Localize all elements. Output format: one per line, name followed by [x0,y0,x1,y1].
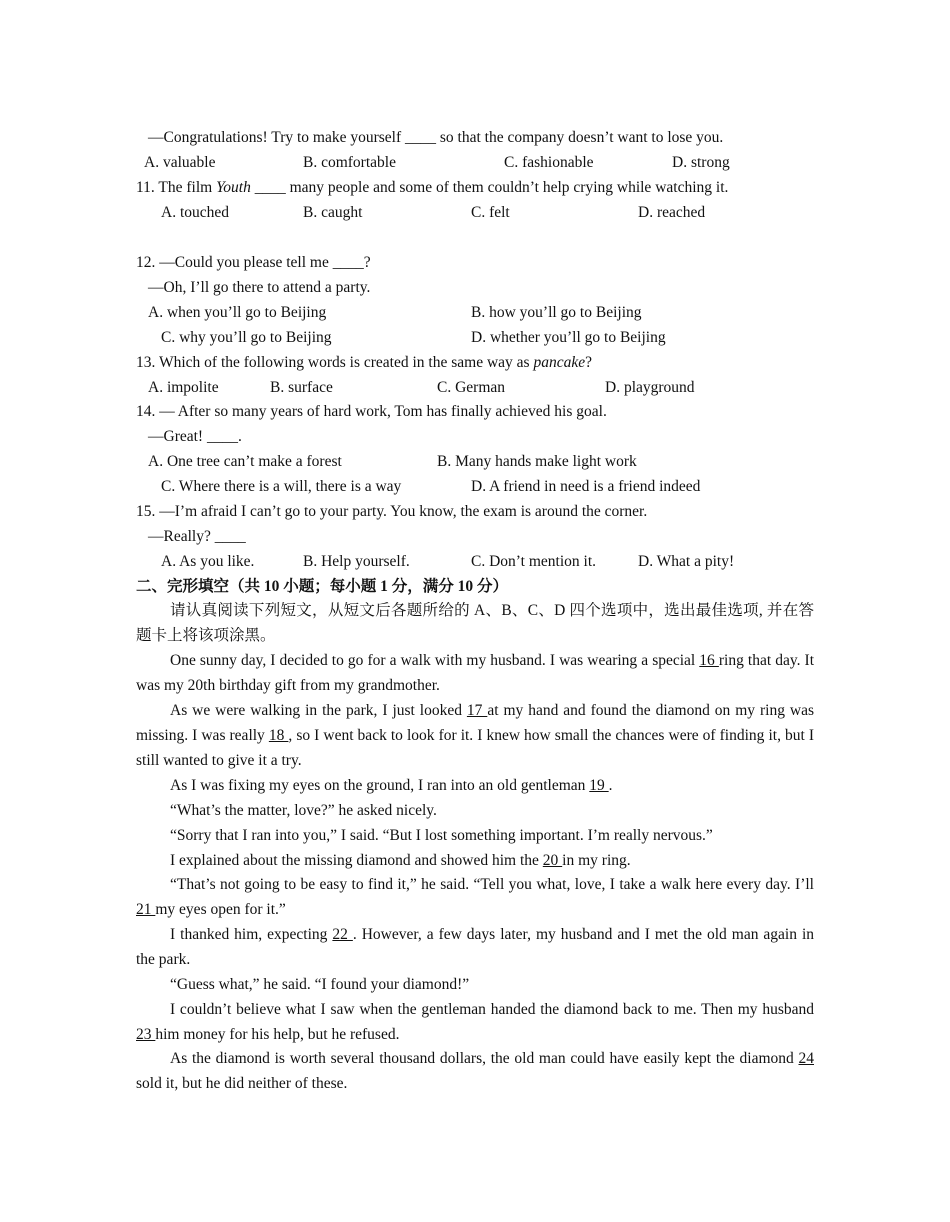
q14-reply: —Great! ____. [148,428,242,445]
q10-option-c: C. fashionable [504,154,594,171]
q13-option-c: C. German [437,379,506,396]
passage-paragraph: I explained about the missing diamond and showed him the 20 in my ring. [170,852,631,869]
q10-dialog: —Congratulations! Try to make yourself ____ so that the company doesn’t want to lose you. [148,129,724,146]
q12-stem: 12. —Could you please tell me ____? [136,254,371,271]
blank-22: 22 [332,926,353,943]
passage-paragraph: As I was fixing my eyes on the ground, I ran into an old gentleman 19 . [170,777,613,794]
blank-24: 24 [798,1050,814,1067]
q11-option-b: B. caught [303,204,363,221]
passage-paragraph: One sunny day, I decided to go for a walk with my husband. I was wearing a special 16 ring that day. It was my 20th birthday gift from my grandmother. [136,652,814,694]
passage-paragraph: As we were walking in the park, I just looked 17 at my hand and found the diamond on my ring was missing. I was really 18 , so I went back to look for it. I knew how small the chances were of finding it, but I still wanted to give it a try. [136,702,815,769]
q12-reply: —Oh, I’ll go there to attend a party. [148,279,371,296]
passage-paragraph: I thanked him, expecting 22 . However, a few days later, my husband and I met the old man again in the park. [136,926,815,968]
section-instruction: 请认真阅读下列短文，从短文后各题所给的 A、B、C、D 四个选项中，选出最佳选项, 并在答题卡上将该项涂黑。 [136,602,814,644]
passage-paragraph: I couldn’t believe what I saw when the gentleman handed the diamond back to me. Then my husband 23 him money for his help, but he refused. [136,1001,814,1043]
q14-option-a: A. One tree can’t make a forest [148,453,342,470]
q15-stem: 15. —I’m afraid I can’t go to your party. You know, the exam is around the corner. [136,503,648,520]
q12-option-b: B. how you’ll go to Beijing [471,304,642,321]
blank-16: 16 [699,652,719,669]
q12-option-a: A. when you’ll go to Beijing [148,304,327,321]
q14-option-d: D. A friend in need is a friend indeed [471,478,701,495]
section-heading: 二、完形填空（共 10 小题；每小题 1 分，满分 10 分） [136,578,509,595]
blank-18: 18 [268,727,289,744]
q14-option-b: B. Many hands make light work [437,453,637,470]
q14-option-c: C. Where there is a will, there is a way [161,478,402,495]
blank-23: 23 [136,1026,156,1043]
blank-20: 20 [542,852,563,869]
q15-option-b: B. Help yourself. [303,553,410,570]
q12-option-c: C. why you’ll go to Beijing [161,329,332,346]
blank-17: 17 [466,702,488,719]
q13-option-a: A. impolite [148,379,219,396]
q10-option-a: A. valuable [144,154,216,171]
q11-option-a: A. touched [161,204,230,221]
q14-stem: 14. — After so many years of hard work, Tom has finally achieved his goal. [136,403,607,420]
q10-option-b: B. comfortable [303,154,396,171]
passage-paragraph: “Guess what,” he said. “I found your diamond!” [170,976,470,993]
blank-19: 19 [589,777,609,794]
q12-option-d: D. whether you’ll go to Beijing [471,329,666,346]
q11-option-d: D. reached [638,204,706,221]
q11-stem: 11. The film Youth ____ many people and some of them couldn’t help crying while watching it. [136,179,729,196]
passage-paragraph: “That’s not going to be easy to find it,” he said. “Tell you what, love, I take a walk here every day. I’ll 21 my eyes open for it.” [136,876,814,918]
q10-option-d: D. strong [672,154,730,171]
q13-stem: 13. Which of the following words is created in the same way as pancake? [136,354,592,371]
q15-reply: —Really? ____ [148,528,246,545]
passage-paragraph: “Sorry that I ran into you,” I said. “But I lost something important. I’m really nervous.” [170,827,713,844]
q11-option-c: C. felt [471,204,510,221]
q15-option-c: C. Don’t mention it. [471,553,597,570]
q15-option-d: D. What a pity! [638,553,735,570]
blank-21: 21 [136,901,156,918]
q13-option-d: D. playground [605,379,695,396]
passage-paragraph: “What’s the matter, love?” he asked nicely. [170,802,437,819]
passage-paragraph: As the diamond is worth several thousand dollars, the old man could have easily kept the diamond 24 sold it, but he did neither of these. [136,1050,814,1092]
q15-option-a: A. As you like. [161,553,255,570]
q13-option-b: B. surface [270,379,333,396]
